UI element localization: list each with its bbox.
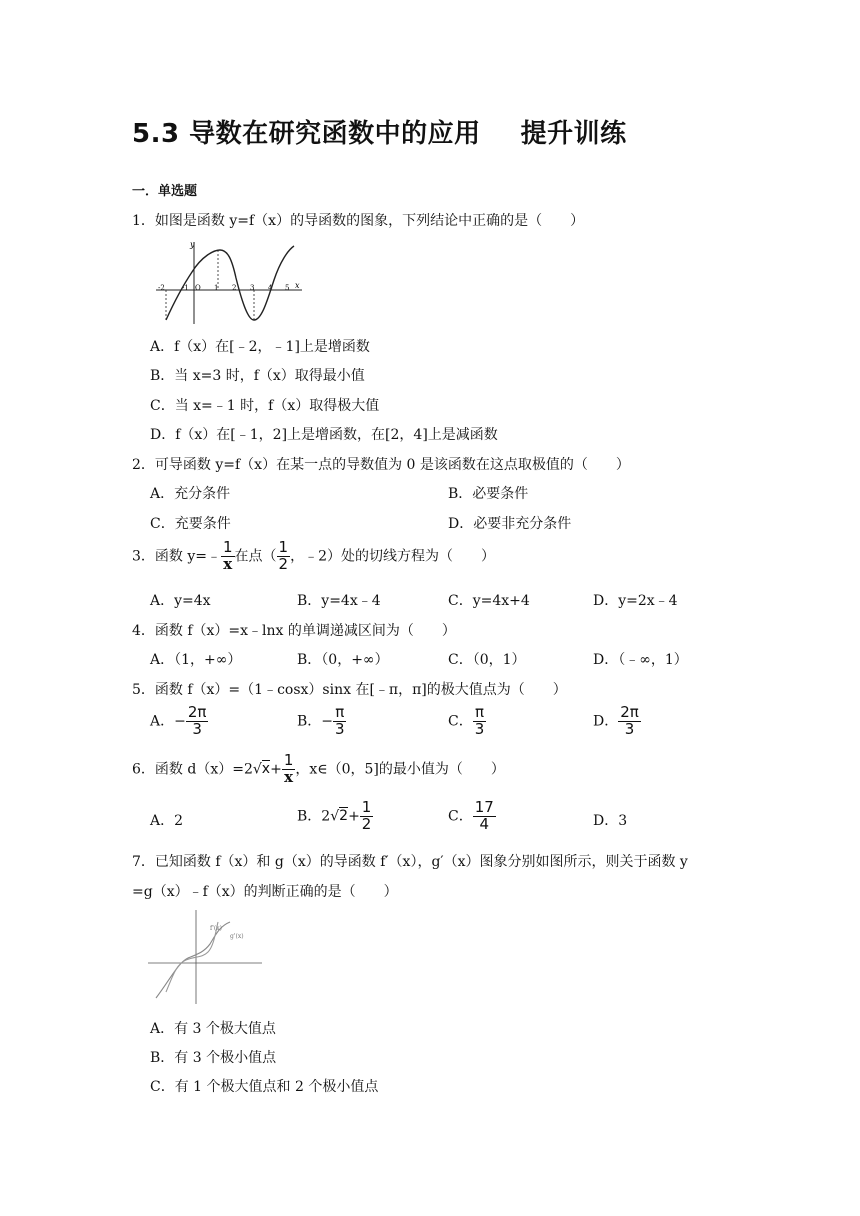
fraction-denominator: 3 bbox=[474, 719, 485, 738]
fraction-denominator: x bbox=[223, 554, 233, 573]
q6-stem-post: ，x∈（0，5]的最小值为（ ） bbox=[295, 761, 505, 778]
q4-option-d: D．（﹣∞，1） bbox=[593, 652, 688, 668]
q5-option-c bbox=[448, 705, 486, 738]
plus-sign: + bbox=[348, 808, 360, 825]
q6-stem-pre: 6．函数 d（x）=2 bbox=[132, 761, 253, 778]
q1-stem: 1．如图是函数 y=f（x）的导函数的图象，下列结论中正确的是（ ） bbox=[132, 213, 585, 229]
sqrt-symbol: √ bbox=[330, 808, 340, 825]
q7-derivative-graph bbox=[146, 908, 266, 1008]
q3-fraction-1 bbox=[221, 540, 235, 573]
q7-f-label: f'(x) bbox=[210, 925, 222, 932]
q1-x-label: x bbox=[295, 281, 300, 290]
fraction-numerator: 2π bbox=[187, 703, 207, 721]
fraction-numerator: 1 bbox=[223, 538, 233, 556]
q1-option-d: D．f（x）在[﹣1，2]上是增函数，在[2，4]上是减函数 bbox=[150, 427, 498, 443]
q1-tick: 2 bbox=[232, 284, 237, 292]
q3-fraction-2 bbox=[277, 540, 291, 573]
q1-tick: -2 bbox=[158, 284, 165, 292]
q6-option-d: D．3 bbox=[593, 813, 628, 829]
sqrt-symbol: √ bbox=[252, 761, 262, 778]
fraction-denominator: 2 bbox=[278, 554, 289, 573]
q6-fraction bbox=[282, 753, 296, 786]
q5-stem: 5．函数 f（x）=（1﹣cosx）sinx 在[﹣π，π]的极大值点为（ ） bbox=[132, 682, 567, 698]
q4-option-b: B．（0，+∞） bbox=[297, 652, 389, 668]
minus-sign: − bbox=[174, 713, 186, 730]
sqrt-argument: 2 bbox=[339, 808, 349, 825]
q6-option-b-fraction bbox=[360, 800, 374, 833]
option-label: D． bbox=[593, 713, 619, 730]
q5-option-b-fraction bbox=[333, 705, 347, 738]
fraction-numerator: 2π bbox=[620, 703, 639, 721]
minus-sign: − bbox=[321, 713, 334, 730]
q6-option-c bbox=[448, 800, 496, 833]
fraction-numerator: π bbox=[474, 703, 484, 721]
q1-tick: O bbox=[195, 284, 201, 292]
q2-option-c: C．充要条件 bbox=[150, 516, 231, 532]
option-label: C． bbox=[448, 713, 473, 730]
option-label: C． bbox=[448, 808, 473, 825]
q3-option-c: C．y=4x+4 bbox=[448, 593, 530, 609]
fraction-denominator: 2 bbox=[361, 814, 372, 833]
q7-option-c: C．有 1 个极大值点和 2 个极小值点 bbox=[150, 1079, 379, 1095]
q3-option-d: D．y=2x﹣4 bbox=[593, 593, 678, 609]
coefficient: 2 bbox=[321, 808, 331, 825]
q7-g-label: g'(x) bbox=[230, 933, 244, 940]
fraction-numerator: 1 bbox=[361, 798, 372, 816]
q5-option-a bbox=[150, 705, 208, 738]
plus-sign: + bbox=[270, 761, 282, 778]
q5-option-c-fraction bbox=[473, 705, 487, 738]
title-sub: 提升训练 bbox=[520, 119, 627, 149]
q1-y-label: y bbox=[190, 240, 195, 249]
fraction-denominator: 4 bbox=[479, 814, 490, 833]
q3-stem-post: ，﹣2）处的切线方程为（ ） bbox=[290, 548, 496, 565]
q1-option-b: B．当 x=3 时，f（x）取得最小值 bbox=[150, 368, 365, 384]
q7-stem-line1: 7．已知函数 f（x）和 g（x）的导函数 f′（x），g′（x）图象分别如图所示，则关于函数 y bbox=[132, 854, 688, 870]
q1-option-c: C．当 x=﹣1 时，f（x）取得极大值 bbox=[150, 398, 380, 414]
fraction-denominator: 3 bbox=[624, 719, 635, 738]
fraction-denominator: 3 bbox=[192, 719, 202, 738]
q1-tick: 5 bbox=[285, 284, 290, 292]
q6-option-a: A．2 bbox=[150, 813, 184, 829]
fraction-numerator: 17 bbox=[474, 798, 494, 816]
q4-stem: 4．函数 f（x）=x﹣lnx 的单调递减区间为（ ） bbox=[132, 623, 456, 639]
fraction-denominator: x bbox=[284, 767, 294, 786]
q6-option-c-fraction bbox=[473, 800, 496, 833]
q7-option-a: A．有 3 个极大值点 bbox=[150, 1021, 276, 1037]
q6-option-b bbox=[297, 800, 373, 833]
option-label: B． bbox=[297, 808, 322, 825]
q1-tick: -1 bbox=[182, 284, 189, 292]
q3-option-b: B．y=4x﹣4 bbox=[297, 593, 381, 609]
fraction-numerator: π bbox=[335, 703, 345, 721]
q5-option-d-fraction bbox=[618, 705, 641, 738]
q7-stem-line2: =g（x）﹣f（x）的判断正确的是（ ） bbox=[132, 884, 398, 900]
q1-tick: 4 bbox=[268, 284, 273, 292]
option-label: B． bbox=[297, 713, 322, 730]
fraction-numerator: 1 bbox=[278, 538, 289, 556]
q2-option-b: B．必要条件 bbox=[448, 486, 529, 502]
q3-stem-mid: 在点（ bbox=[234, 548, 277, 565]
q2-option-d: D．必要非充分条件 bbox=[448, 516, 572, 532]
q3-stem bbox=[132, 540, 495, 573]
fraction-numerator: 1 bbox=[283, 751, 294, 769]
q7-option-b: B．有 3 个极小值点 bbox=[150, 1050, 277, 1066]
q1-option-a: A．f（x）在[﹣2，﹣1]上是增函数 bbox=[150, 339, 370, 355]
title-main: 5.3 导数在研究函数中的应用 bbox=[132, 119, 481, 149]
q5-option-d bbox=[593, 705, 641, 738]
q3-option-a: A．y=4x bbox=[150, 593, 211, 609]
q2-stem: 2．可导函数 y=f（x）在某一点的导数值为 0 是该函数在这点取极值的（ ） bbox=[132, 457, 630, 473]
page-title bbox=[132, 113, 627, 150]
sqrt-argument: x bbox=[261, 761, 271, 778]
fraction-denominator: 3 bbox=[335, 719, 345, 738]
q5-option-b bbox=[297, 705, 347, 738]
q5-option-a-fraction bbox=[186, 705, 209, 738]
option-label: A． bbox=[150, 713, 175, 730]
q4-option-a: A．（1，+∞） bbox=[150, 652, 242, 668]
section-heading: 一．单选题 bbox=[132, 184, 198, 199]
q2-option-a: A．充分条件 bbox=[150, 486, 231, 502]
q1-tick: 3 bbox=[250, 284, 255, 292]
q3-stem-pre: 3．函数 y=﹣ bbox=[132, 548, 221, 565]
q1-derivative-graph bbox=[152, 238, 312, 326]
q6-stem bbox=[132, 753, 505, 786]
q1-tick: 1 bbox=[214, 284, 219, 292]
q4-option-c: C．（0，1） bbox=[448, 652, 526, 668]
